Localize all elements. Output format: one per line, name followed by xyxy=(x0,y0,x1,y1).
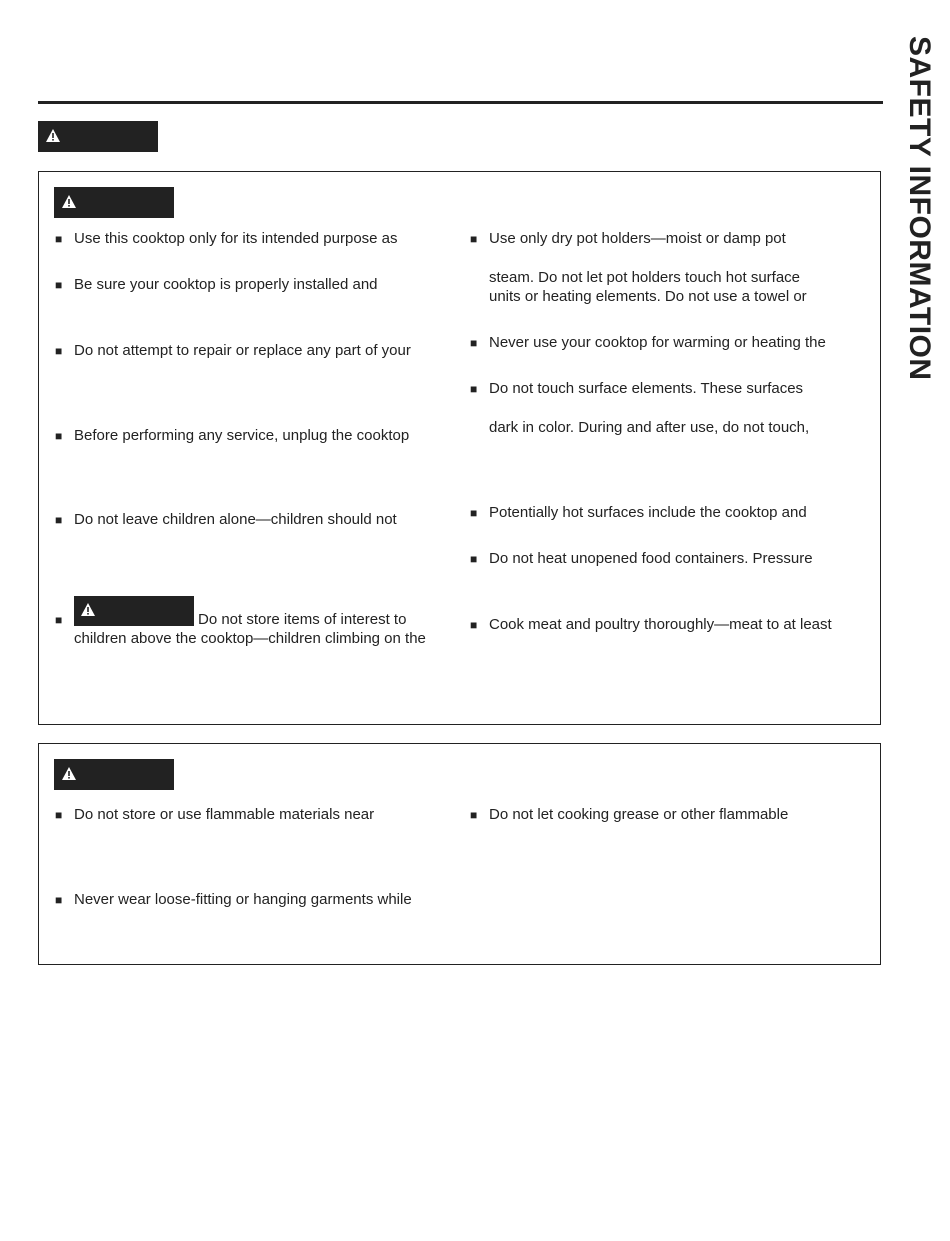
list-item: Do not heat unopened food containers. Pressure xyxy=(489,550,813,567)
square-bullet: ■ xyxy=(470,506,478,520)
square-bullet: ■ xyxy=(470,618,478,632)
warning-badge-inline xyxy=(74,596,194,626)
square-bullet: ■ xyxy=(55,613,63,627)
list-item: Be sure your cooktop is properly installed and xyxy=(74,276,378,293)
square-bullet: ■ xyxy=(470,232,478,246)
warning-triangle-icon xyxy=(62,195,76,208)
square-bullet: ■ xyxy=(470,552,478,566)
warning-triangle-icon xyxy=(62,767,76,780)
square-bullet: ■ xyxy=(55,344,63,358)
list-item: Do not let cooking grease or other flammable xyxy=(489,806,789,823)
warning-badge-box1 xyxy=(54,187,174,218)
list-item-continuation: steam. Do not let pot holders touch hot surface xyxy=(489,269,801,286)
list-item: Do not touch surface elements. These surfaces xyxy=(489,380,804,397)
list-item: Use only dry pot holders—moist or damp pot xyxy=(489,230,786,247)
list-item: Never use your cooktop for warming or heating the xyxy=(489,334,826,351)
list-item: Do not store items of interest to xyxy=(198,611,407,628)
section-title-vertical: SAFETY INFORMATION xyxy=(903,36,936,381)
list-item: Before performing any service, unplug the cooktop xyxy=(74,427,410,444)
square-bullet: ■ xyxy=(55,808,63,822)
list-item: Use this cooktop only for its intended purpose as xyxy=(74,230,398,247)
square-bullet: ■ xyxy=(55,513,63,527)
square-bullet: ■ xyxy=(470,808,478,822)
square-bullet: ■ xyxy=(55,232,63,246)
square-bullet: ■ xyxy=(470,382,478,396)
warning-triangle-icon xyxy=(81,603,95,616)
square-bullet: ■ xyxy=(470,336,478,350)
list-item: Never wear loose-fitting or hanging garments while xyxy=(74,891,412,908)
warning-badge-box2 xyxy=(54,759,174,790)
list-item-continuation: children above the cooktop—children climbing on the xyxy=(74,630,426,647)
warning-badge-main xyxy=(38,121,158,152)
square-bullet: ■ xyxy=(55,893,63,907)
list-item: Cook meat and poultry thoroughly—meat to at least xyxy=(489,616,832,633)
list-item: Potentially hot surfaces include the cooktop and xyxy=(489,504,807,521)
header-rule xyxy=(38,101,883,104)
square-bullet: ■ xyxy=(55,278,63,292)
list-item-continuation: units or heating elements. Do not use a towel or xyxy=(489,288,807,305)
square-bullet: ■ xyxy=(55,429,63,443)
list-item-continuation: dark in color. During and after use, do not touch, xyxy=(489,419,810,436)
warning-triangle-icon xyxy=(46,129,60,142)
list-item: Do not leave children alone—children should not xyxy=(74,511,397,528)
list-item: Do not attempt to repair or replace any part of your xyxy=(74,342,411,359)
list-item: Do not store or use flammable materials near xyxy=(74,806,375,823)
